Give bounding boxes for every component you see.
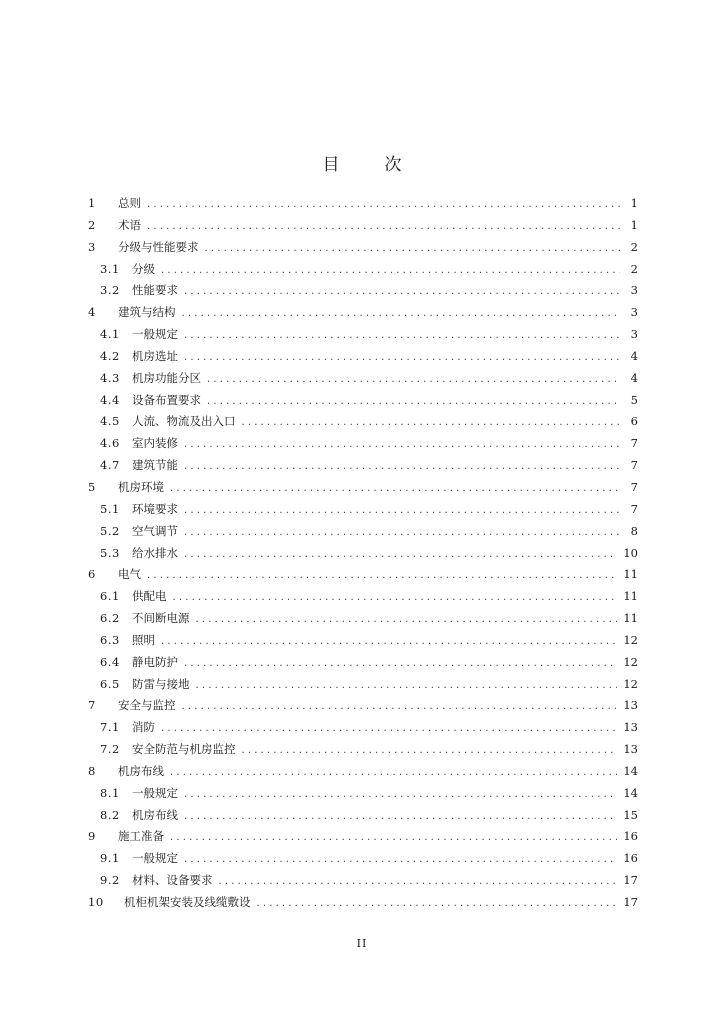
toc-entry-number: 8.2 (100, 807, 120, 822)
toc-entry[interactable] (88, 237, 638, 259)
dot-leader (242, 412, 621, 434)
toc-entry-number: 5.2 (100, 523, 120, 538)
toc-entry-number: 6.5 (100, 676, 120, 691)
toc-entry-page: 11 (623, 589, 638, 604)
toc-entry-number: 8 (88, 763, 96, 778)
toc-entry[interactable] (88, 411, 638, 433)
toc-entry-title: 机房布线 (118, 763, 164, 778)
dot-leader (182, 696, 618, 718)
toc-entry-number: 10 (88, 895, 104, 909)
toc-entry-page: 4 (630, 348, 638, 363)
toc-entry[interactable] (88, 324, 638, 346)
dot-leader (147, 194, 620, 216)
toc-entry-page: 7 (630, 479, 638, 494)
toc-entry-title: 安全防范与机房监控 (132, 742, 236, 757)
toc-entry-number: 7.1 (100, 720, 120, 735)
toc-entry[interactable] (88, 717, 638, 739)
toc-entry-title: 供配电 (132, 589, 167, 604)
toc-entry-number: 5.1 (100, 501, 120, 516)
dot-leader (257, 893, 618, 915)
toc-entry[interactable] (88, 433, 638, 455)
toc-entry-number: 6.1 (100, 589, 120, 604)
toc-entry-page: 3 (630, 305, 638, 320)
toc-entry-number: 3.2 (100, 283, 120, 298)
toc-entry-title: 不间断电源 (132, 611, 190, 626)
toc-entry-page: 12 (623, 676, 638, 691)
dot-leader (219, 871, 618, 893)
toc-entry-title: 设备布置要求 (132, 392, 201, 407)
toc-entry[interactable] (88, 783, 638, 805)
toc-entry-title: 分级与性能要求 (118, 239, 199, 254)
toc-entry-title: 消防 (132, 720, 155, 735)
toc-entry-number: 1 (88, 196, 96, 210)
toc-entry[interactable] (88, 193, 638, 215)
dot-leader (205, 238, 621, 260)
dot-leader (184, 849, 617, 871)
toc-entry-title: 机柜机架安装及线缆敷设 (124, 895, 251, 909)
toc-entry[interactable] (88, 608, 638, 630)
dot-leader (207, 369, 620, 391)
toc-entry-title: 室内装修 (132, 436, 178, 451)
toc-entry-page: 16 (623, 851, 638, 866)
toc-entry-title: 防雷与接地 (132, 676, 190, 691)
toc-entry[interactable] (88, 455, 638, 477)
toc-entry-number: 9.2 (100, 873, 120, 888)
toc-entry[interactable] (88, 521, 638, 543)
toc-entry-number: 4.1 (100, 327, 120, 342)
toc-entry-page: 3 (630, 283, 638, 298)
toc-entry[interactable] (88, 499, 638, 521)
page-number: II (356, 937, 368, 950)
toc-entry-page: 3 (630, 327, 638, 342)
toc-entry-title: 一般规定 (132, 785, 178, 800)
dot-leader (196, 609, 618, 631)
dot-leader (147, 216, 620, 238)
toc-entry-page: 12 (623, 632, 638, 647)
toc-entry[interactable] (88, 826, 638, 848)
toc-entry-title: 分级 (132, 261, 155, 276)
toc-entry-number: 5 (88, 479, 96, 494)
toc-entry-number: 4.6 (100, 436, 120, 451)
toc-entry-number: 6.4 (100, 654, 120, 669)
toc-entry-page: 13 (623, 720, 638, 735)
toc-entry-page: 17 (623, 895, 638, 909)
toc-entry[interactable] (88, 259, 638, 281)
toc-entry-title: 总则 (118, 196, 141, 210)
toc-entry-title: 静电防护 (132, 654, 178, 669)
toc-entry[interactable] (88, 652, 638, 674)
toc-entry-page: 10 (623, 545, 638, 560)
toc-entry[interactable] (88, 543, 638, 565)
toc-entry-number: 4 (88, 305, 96, 320)
dot-leader (161, 631, 617, 653)
toc-entry-number: 4.4 (100, 392, 120, 407)
toc-entry[interactable] (88, 368, 638, 390)
dot-leader (170, 478, 620, 500)
toc-entry[interactable] (88, 630, 638, 652)
toc-entry-number: 8.1 (100, 785, 120, 800)
dot-leader (161, 718, 617, 740)
toc-entry-title: 空气调节 (132, 523, 178, 538)
dot-leader (173, 587, 618, 609)
toc-entry-title: 性能要求 (132, 283, 178, 298)
toc-entry-page: 5 (630, 392, 638, 407)
toc-entry[interactable] (88, 280, 638, 302)
toc-entry-number: 7 (88, 698, 96, 713)
toc-entry-title: 一般规定 (132, 327, 178, 342)
toc-entry-number: 4.7 (100, 458, 120, 473)
toc-entry-page: 1 (630, 217, 638, 232)
dot-leader (184, 784, 617, 806)
toc-entry[interactable] (88, 674, 638, 696)
toc-entry-page: 17 (623, 873, 638, 888)
dot-leader (184, 347, 620, 369)
dot-leader (184, 500, 620, 522)
dot-leader (207, 391, 620, 413)
table-of-contents (88, 193, 638, 914)
dot-leader (184, 434, 620, 456)
toc-entry[interactable] (88, 302, 638, 324)
toc-entry-title: 机房布线 (132, 807, 178, 822)
toc-entry-page: 16 (623, 829, 638, 844)
toc-entry[interactable] (88, 892, 638, 914)
dot-leader (184, 522, 620, 544)
page-title: 目 次 (322, 155, 416, 175)
dot-leader (147, 565, 617, 587)
toc-entry[interactable] (88, 390, 638, 412)
toc-entry-page: 7 (630, 501, 638, 516)
dot-leader (184, 653, 617, 675)
dot-leader (161, 260, 620, 282)
dot-leader (182, 303, 621, 325)
toc-entry-number: 3.1 (100, 261, 120, 276)
toc-entry-page: 2 (630, 239, 638, 254)
toc-entry[interactable] (88, 586, 638, 608)
toc-entry-page: 4 (630, 370, 638, 385)
toc-entry-page: 7 (630, 458, 638, 473)
toc-entry-title: 建筑与结构 (118, 305, 176, 320)
toc-entry-page: 12 (623, 654, 638, 669)
toc-entry-number: 4.3 (100, 370, 120, 385)
toc-entry-page: 7 (630, 436, 638, 451)
toc-entry-page: 1 (630, 196, 638, 210)
toc-entry-title: 施工准备 (118, 829, 164, 844)
toc-entry-title: 机房环境 (118, 479, 164, 494)
toc-entry-page: 2 (630, 261, 638, 276)
toc-entry-number: 4.5 (100, 414, 120, 429)
toc-entry-number: 6.3 (100, 632, 120, 647)
toc-entry-page: 8 (630, 523, 638, 538)
toc-entry[interactable] (88, 848, 638, 870)
toc-entry-page: 15 (623, 807, 638, 822)
dot-leader (184, 806, 617, 828)
dot-leader (184, 325, 620, 347)
toc-entry-title: 一般规定 (132, 851, 178, 866)
toc-entry-title: 人流、物流及出入口 (132, 414, 236, 429)
toc-entry-page: 6 (630, 414, 638, 429)
toc-entry[interactable] (88, 695, 638, 717)
toc-entry-number: 6 (88, 567, 96, 582)
toc-entry-title: 电气 (118, 567, 141, 582)
toc-entry-number: 5.3 (100, 545, 120, 560)
toc-entry-page: 13 (623, 698, 638, 713)
toc-entry-number: 9.1 (100, 851, 120, 866)
toc-entry-number: 2 (88, 217, 96, 232)
dot-leader (242, 740, 618, 762)
dot-leader (184, 544, 617, 566)
toc-entry-page: 13 (623, 742, 638, 757)
toc-entry-title: 给水排水 (132, 545, 178, 560)
toc-entry-number: 6.2 (100, 611, 120, 626)
dot-leader (170, 762, 617, 784)
toc-entry-number: 7.2 (100, 742, 120, 757)
toc-entry-title: 照明 (132, 632, 155, 647)
toc-entry[interactable] (88, 805, 638, 827)
toc-entry[interactable] (88, 346, 638, 368)
toc-entry-number: 3 (88, 239, 96, 254)
dot-leader (184, 281, 620, 303)
dot-leader (184, 456, 620, 478)
toc-entry-page: 14 (623, 763, 638, 778)
toc-entry-title: 环境要求 (132, 501, 178, 516)
toc-entry-title: 建筑节能 (132, 458, 178, 473)
dot-leader (170, 827, 617, 849)
toc-entry-number: 9 (88, 829, 96, 844)
toc-entry-page: 14 (623, 785, 638, 800)
toc-entry-title: 术语 (118, 217, 141, 232)
toc-entry-page: 11 (623, 567, 638, 582)
toc-entry[interactable] (88, 870, 638, 892)
toc-entry-title: 机房功能分区 (132, 370, 201, 385)
toc-entry[interactable] (88, 761, 638, 783)
toc-entry-page: 11 (623, 611, 638, 626)
toc-entry-title: 安全与监控 (118, 698, 176, 713)
toc-entry[interactable] (88, 564, 638, 586)
toc-entry-title: 材料、设备要求 (132, 873, 213, 888)
toc-entry-title: 机房选址 (132, 348, 178, 363)
toc-entry[interactable] (88, 739, 638, 761)
toc-entry-number: 4.2 (100, 348, 120, 363)
dot-leader (196, 675, 618, 697)
toc-entry[interactable] (88, 477, 638, 499)
toc-entry[interactable] (88, 215, 638, 237)
